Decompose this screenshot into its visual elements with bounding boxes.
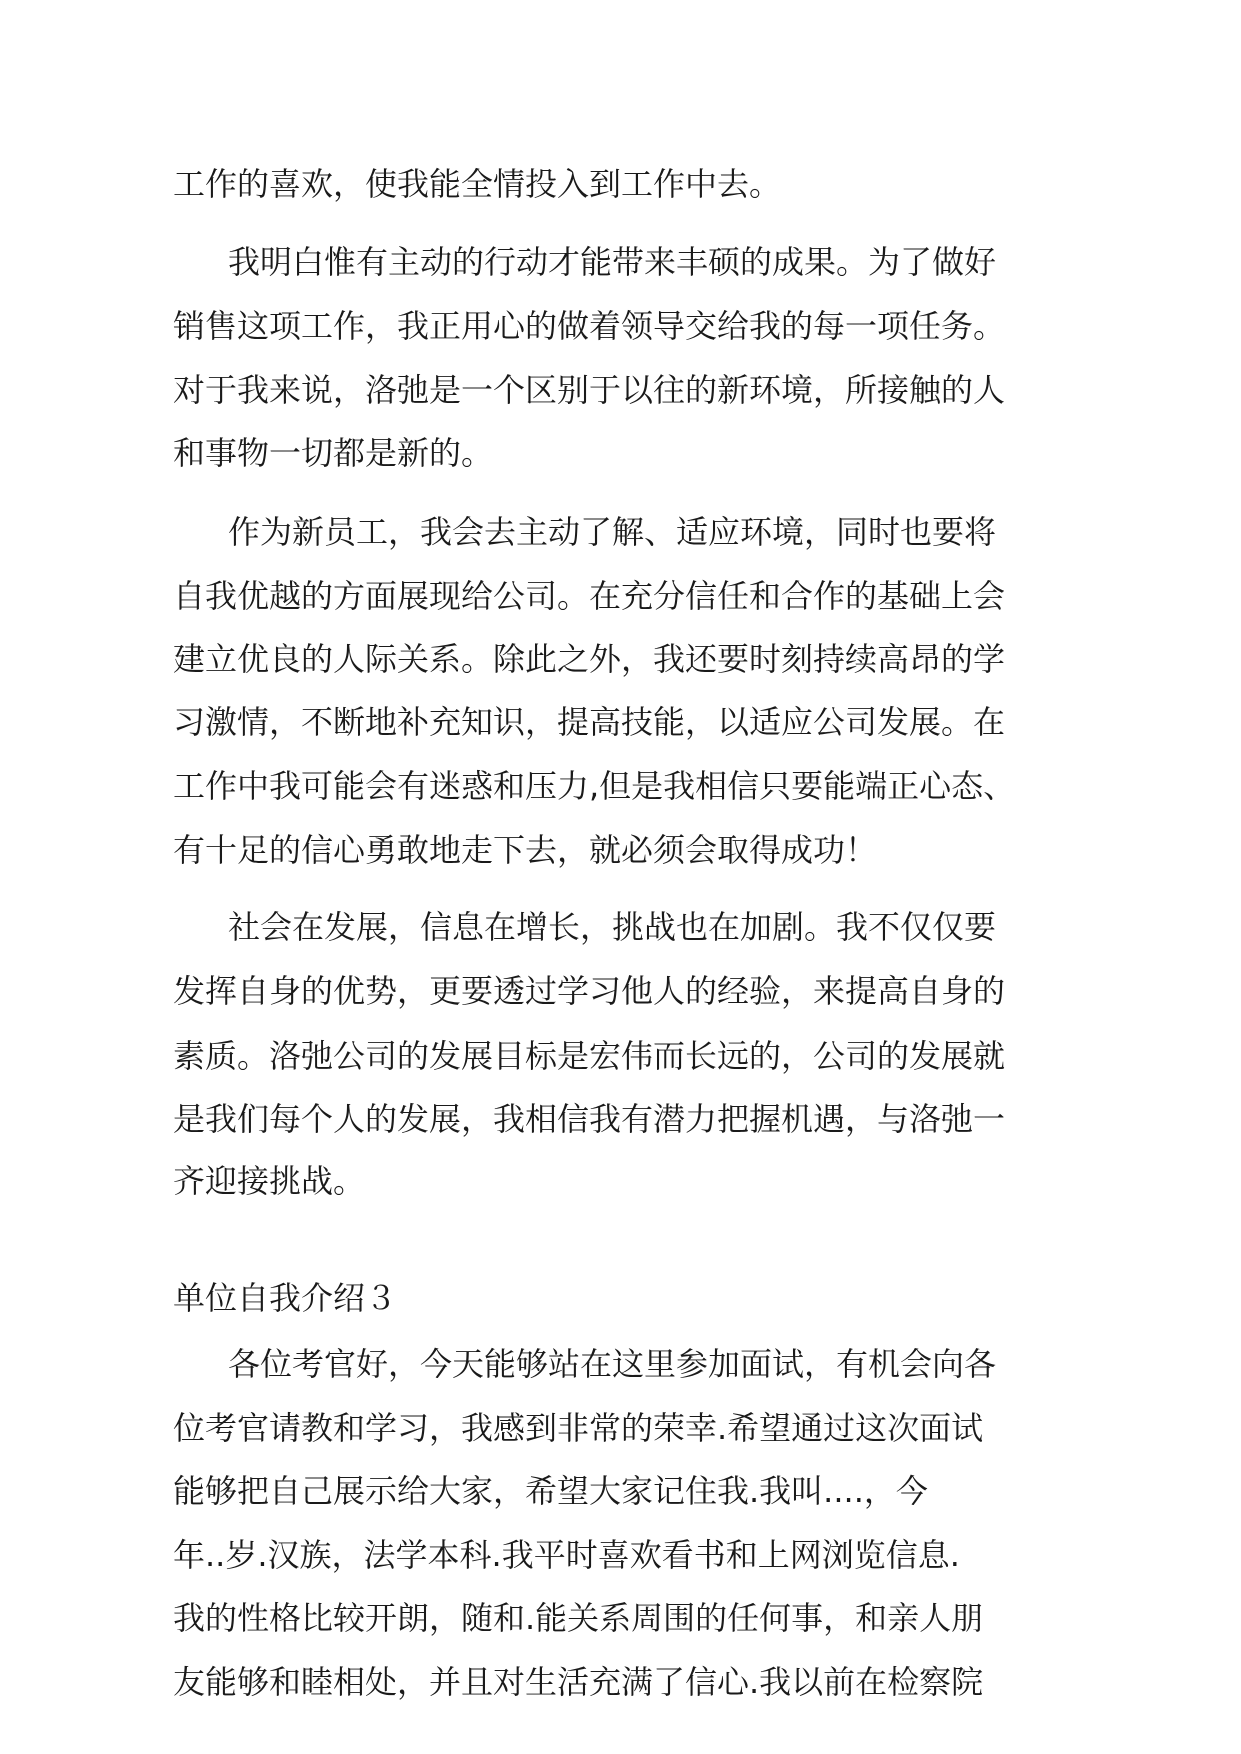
text-line-6: 作为新员工，我会去主动了解、适应环境，同时也要将 bbox=[228, 513, 997, 551]
text-line-7: 自我优越的方面展现给公司。在充分信任和合作的基础上会 bbox=[173, 577, 1006, 615]
text-line-20: 年..岁.汉族，法学本科.我平时喜欢看书和上网浏览信息. bbox=[173, 1536, 960, 1574]
text-line-18: 位考官请教和学习，我感到非常的荣幸.希望通过这次面试 bbox=[173, 1409, 984, 1447]
text-line-22: 友能够和睦相处，并且对生活充满了信心.我以前在检察院 bbox=[173, 1663, 984, 1701]
text-line-3: 销售这项工作，我正用心的做着领导交给我的每一项任务。 bbox=[173, 307, 1006, 345]
text-line-9: 习激情，不断地补充知识，提高技能，以适应公司发展。在 bbox=[173, 703, 1006, 741]
text-line-15: 是我们每个人的发展，我相信我有潜力把握机遇，与洛弛一 bbox=[173, 1100, 1006, 1138]
text-line-13: 发挥自身的优势，更要透过学习他人的经验，来提高自身的 bbox=[173, 972, 1006, 1010]
text-line-21: 我的性格比较开朗，随和.能关系周围的任何事，和亲人朋 bbox=[173, 1599, 984, 1637]
text-line-11: 有十足的信心勇敢地走下去，就必须会取得成功！ bbox=[173, 831, 878, 869]
text-line-14: 素质。洛弛公司的发展目标是宏伟而长远的，公司的发展就 bbox=[173, 1037, 1006, 1075]
text-line-16: 齐迎接挑战。 bbox=[173, 1162, 366, 1200]
text-line-5: 和事物一切都是新的。 bbox=[173, 434, 494, 472]
text-line-2: 我明白惟有主动的行动才能带来丰硕的成果。为了做好 bbox=[228, 243, 997, 281]
text-line-10: 工作中我可能会有迷惑和压力,但是我相信只要能端正心态、 bbox=[173, 767, 1016, 805]
section-heading: 单位自我介绍３ bbox=[173, 1279, 398, 1317]
text-line-12: 社会在发展，信息在增长，挑战也在加剧。我不仅仅要 bbox=[228, 908, 997, 946]
text-line-8: 建立优良的人际关系。除此之外，我还要时刻持续高昂的学 bbox=[173, 640, 1006, 678]
text-line-1: 工作的喜欢，使我能全情投入到工作中去。 bbox=[173, 165, 782, 203]
text-line-4: 对于我来说，洛弛是一个区别于以往的新环境，所接触的人 bbox=[173, 371, 1006, 409]
text-line-17: 各位考官好，今天能够站在这里参加面试，有机会向各 bbox=[228, 1345, 997, 1383]
text-line-19: 能够把自己展示给大家，希望大家记住我.我叫....，今 bbox=[173, 1472, 928, 1510]
